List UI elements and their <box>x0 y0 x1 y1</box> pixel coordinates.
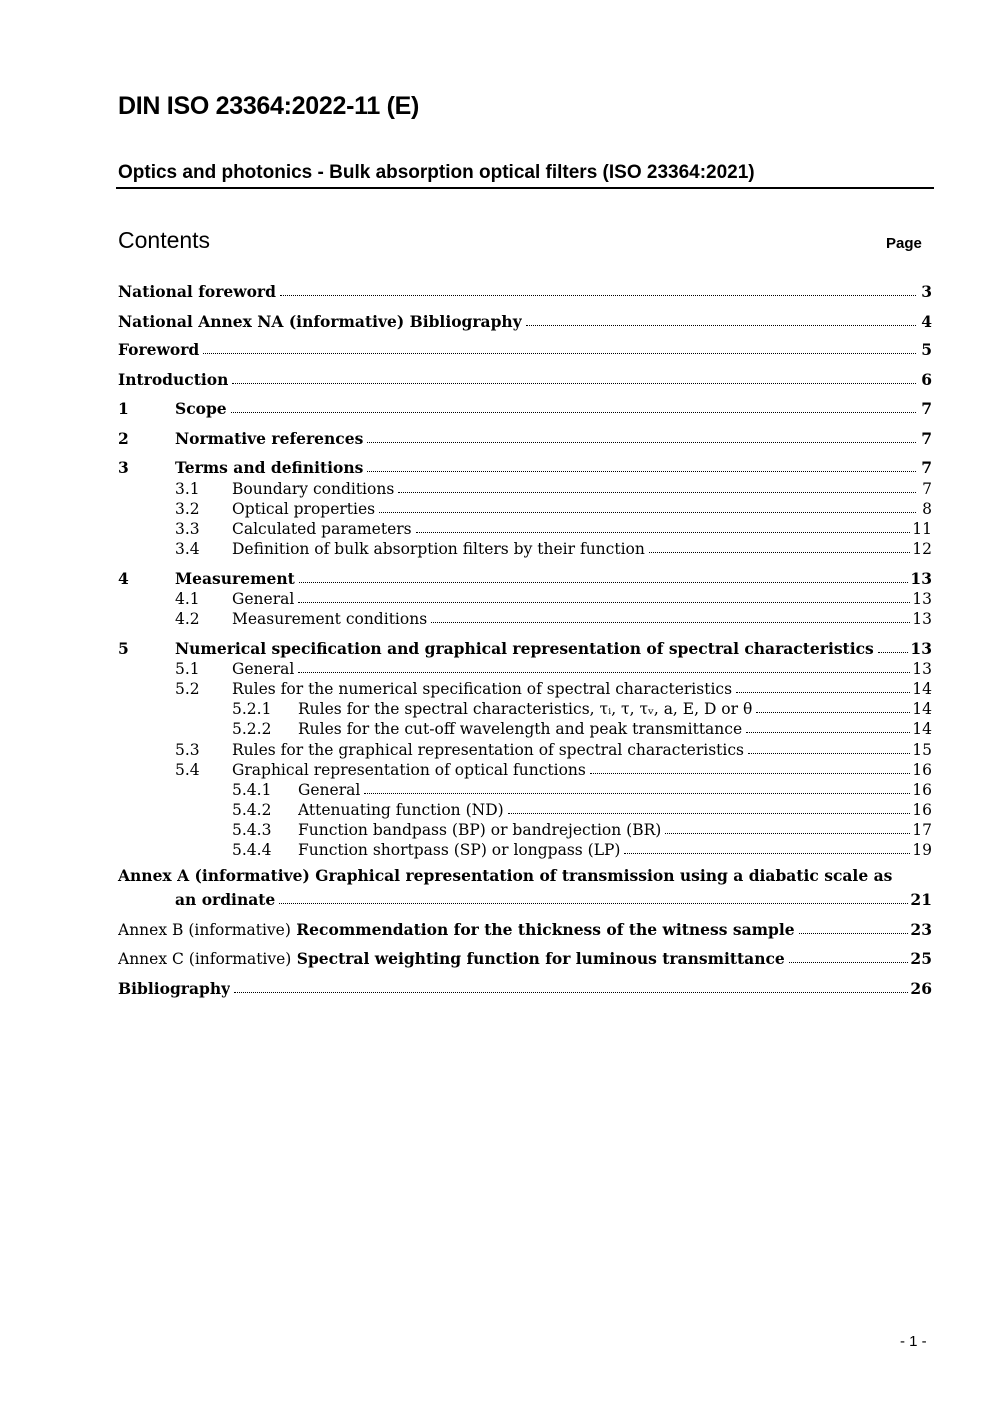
toc-entry-national-foreword[interactable] <box>118 279 932 301</box>
toc-entry-annex-a-line2[interactable] <box>118 887 932 909</box>
toc-entry-5[interactable] <box>118 636 932 658</box>
toc-entry-2[interactable] <box>118 426 932 448</box>
toc-entry-title: Normative references <box>175 429 364 448</box>
toc-entry-title: Introduction <box>118 370 229 389</box>
toc-entry-5-4-3[interactable] <box>118 817 932 839</box>
page-column-label: Page <box>886 235 922 252</box>
toc-entry-number: 3.4 <box>175 540 200 558</box>
toc-entry-page: 13 <box>910 569 932 588</box>
toc-entry-title: Recommendation for the thickness of the witness sample <box>296 920 795 939</box>
toc-entry-title: National foreword <box>118 282 276 301</box>
toc-entry-number: 5.4.2 <box>232 801 272 819</box>
toc-entry-page: 25 <box>910 949 932 968</box>
toc-entry-title: Rules for the cut-off wavelength and peak transmittance <box>298 720 743 738</box>
toc-entry-3[interactable] <box>118 455 932 477</box>
toc-entry-number: 5.4 <box>175 761 200 779</box>
toc-entry-5-2-1[interactable] <box>118 696 932 718</box>
document-title: DIN ISO 23364:2022-11 (E) <box>118 92 419 120</box>
toc-entry-3-2[interactable] <box>118 496 932 518</box>
toc-entry-number: 5.4.3 <box>232 821 272 839</box>
toc-entry-page: 6 <box>921 370 932 389</box>
toc-entry-page: 8 <box>922 500 932 518</box>
document-subtitle: Optics and photonics - Bulk absorption optical filters (ISO 23364:2021) <box>118 162 755 183</box>
toc-entry-page: 7 <box>921 399 932 418</box>
toc-entry-number: 3.2 <box>175 500 200 518</box>
title-divider <box>116 187 934 189</box>
toc-entry-number: 4.1 <box>175 590 200 608</box>
toc-entry-page: 14 <box>912 680 932 698</box>
toc-entry-5-4[interactable] <box>118 757 932 779</box>
toc-entry-4-1[interactable] <box>118 586 932 608</box>
toc-entry-number: 5.2 <box>175 680 200 698</box>
toc-entry-title: Rules for the spectral characteristics, τᵢ, τ, τᵥ, a, E, D or θ <box>298 700 753 718</box>
toc-entry-title: Measurement conditions <box>232 610 428 628</box>
toc-entry-number: 5 <box>118 639 129 658</box>
toc-entry-foreword[interactable] <box>118 337 932 359</box>
toc-entry-page: 21 <box>910 890 932 909</box>
toc-entry-page: 13 <box>912 660 932 678</box>
page-number: - 1 - <box>900 1333 927 1350</box>
toc-entry-page: 13 <box>912 610 932 628</box>
toc-entry-title: an ordinate <box>175 890 276 909</box>
toc-entry-annex-a-line1[interactable] <box>118 866 892 885</box>
toc-entry-page: 15 <box>912 741 932 759</box>
toc-entry-page: 14 <box>912 720 932 738</box>
toc-entry-number: 5.4.1 <box>232 781 272 799</box>
toc-entry-5-3[interactable] <box>118 737 932 759</box>
toc-entry-title: Numerical specification and graphical representation of spectral characteristics <box>175 639 874 658</box>
annex-prefix: Annex C (informative) <box>118 950 292 968</box>
toc-entry-title: Attenuating function (ND) <box>298 801 504 819</box>
toc-entry-page: 26 <box>910 979 932 998</box>
toc-entry-introduction[interactable] <box>118 367 932 389</box>
toc-entry-5-4-2[interactable] <box>118 797 932 819</box>
toc-entry-page: 11 <box>912 520 932 538</box>
toc-entry-page: 4 <box>921 312 932 331</box>
toc-entry-page: 7 <box>921 458 932 477</box>
toc-entry-title: General <box>232 590 295 608</box>
toc-entry-number: 5.1 <box>175 660 200 678</box>
toc-entry-5-4-4[interactable] <box>118 837 932 859</box>
toc-entry-5-4-1[interactable] <box>118 777 932 799</box>
toc-entry-page: 19 <box>912 841 932 859</box>
toc-entry-page: 16 <box>912 801 932 819</box>
toc-entry-title: General <box>298 781 361 799</box>
toc-entry-title: Graphical representation of transmission using a diabatic scale as <box>315 866 893 885</box>
toc-entry-number: 4 <box>118 569 129 588</box>
toc-entry-title: Scope <box>175 399 227 418</box>
toc-entry-page: 7 <box>921 429 932 448</box>
toc-entry-page: 23 <box>910 920 932 939</box>
toc-entry-page: 16 <box>912 761 932 779</box>
toc-entry-title: Bibliography <box>118 979 231 998</box>
toc-entry-3-4[interactable] <box>118 536 932 558</box>
toc-entry-page: 13 <box>910 639 932 658</box>
toc-entry-5-1[interactable] <box>118 656 932 678</box>
toc-entry-number: 4.2 <box>175 610 200 628</box>
toc-entry-page: 7 <box>922 480 932 498</box>
toc-entry-bibliography[interactable] <box>118 976 932 998</box>
toc-entry-number: 5.3 <box>175 741 200 759</box>
toc-entry-3-1[interactable] <box>118 476 932 498</box>
toc-entry-page: 14 <box>912 700 932 718</box>
toc-entry-5-2[interactable] <box>118 676 932 698</box>
toc-entry-title: Calculated parameters <box>232 520 412 538</box>
toc-entry-page: 17 <box>912 821 932 839</box>
toc-entry-3-3[interactable] <box>118 516 932 538</box>
toc-entry-title: Rules for the graphical representation of spectral characteristics <box>232 741 744 759</box>
toc-entry-title: Rules for the numerical specification of spectral characteristics <box>232 680 733 698</box>
toc-entry-title: Function bandpass (BP) or bandrejection (BR) <box>298 821 662 839</box>
toc-entry-number: 1 <box>118 399 129 418</box>
toc-entry-number: 3.1 <box>175 480 200 498</box>
toc-entry-title: Graphical representation of optical functions <box>232 761 586 779</box>
toc-entry-number: 2 <box>118 429 129 448</box>
toc-entry-page: 13 <box>912 590 932 608</box>
toc-entry-annex-b[interactable] <box>118 917 932 939</box>
toc-entry-annex-c[interactable] <box>118 946 932 968</box>
toc-entry-4[interactable] <box>118 566 932 588</box>
toc-entry-title: Foreword <box>118 340 200 359</box>
toc-entry-title: Boundary conditions <box>232 480 395 498</box>
toc-entry-page: 16 <box>912 781 932 799</box>
toc-entry-1[interactable] <box>118 396 932 418</box>
toc-entry-number: 3.3 <box>175 520 200 538</box>
annex-prefix: Annex B (informative) <box>118 921 291 939</box>
toc-entry-page: 12 <box>912 540 932 558</box>
toc-entry-title: Definition of bulk absorption filters by their function <box>232 540 645 558</box>
toc-entry-title: National Annex NA (informative) Bibliography <box>118 312 522 331</box>
toc-entry-title: Optical properties <box>232 500 376 518</box>
toc-entry-4-2[interactable] <box>118 606 932 628</box>
toc-entry-number: 5.2.1 <box>232 700 272 718</box>
toc-entry-national-annex[interactable] <box>118 309 932 331</box>
toc-entry-page: 3 <box>921 282 932 301</box>
toc-entry-title: Function shortpass (SP) or longpass (LP) <box>298 841 621 859</box>
toc-entry-title: Spectral weighting function for luminous transmittance <box>296 949 785 968</box>
contents-heading: Contents <box>118 227 211 253</box>
annex-prefix: Annex A (informative) <box>118 866 310 885</box>
toc-entry-title: Terms and definitions <box>175 458 364 477</box>
toc-entry-page: 5 <box>921 340 932 359</box>
toc-entry-number: 3 <box>118 458 129 477</box>
toc-entry-5-2-2[interactable] <box>118 716 932 738</box>
toc-entry-title: Measurement <box>175 569 295 588</box>
toc-entry-title: General <box>232 660 295 678</box>
toc-entry-number: 5.2.2 <box>232 720 272 738</box>
toc-entry-number: 5.4.4 <box>232 841 272 859</box>
